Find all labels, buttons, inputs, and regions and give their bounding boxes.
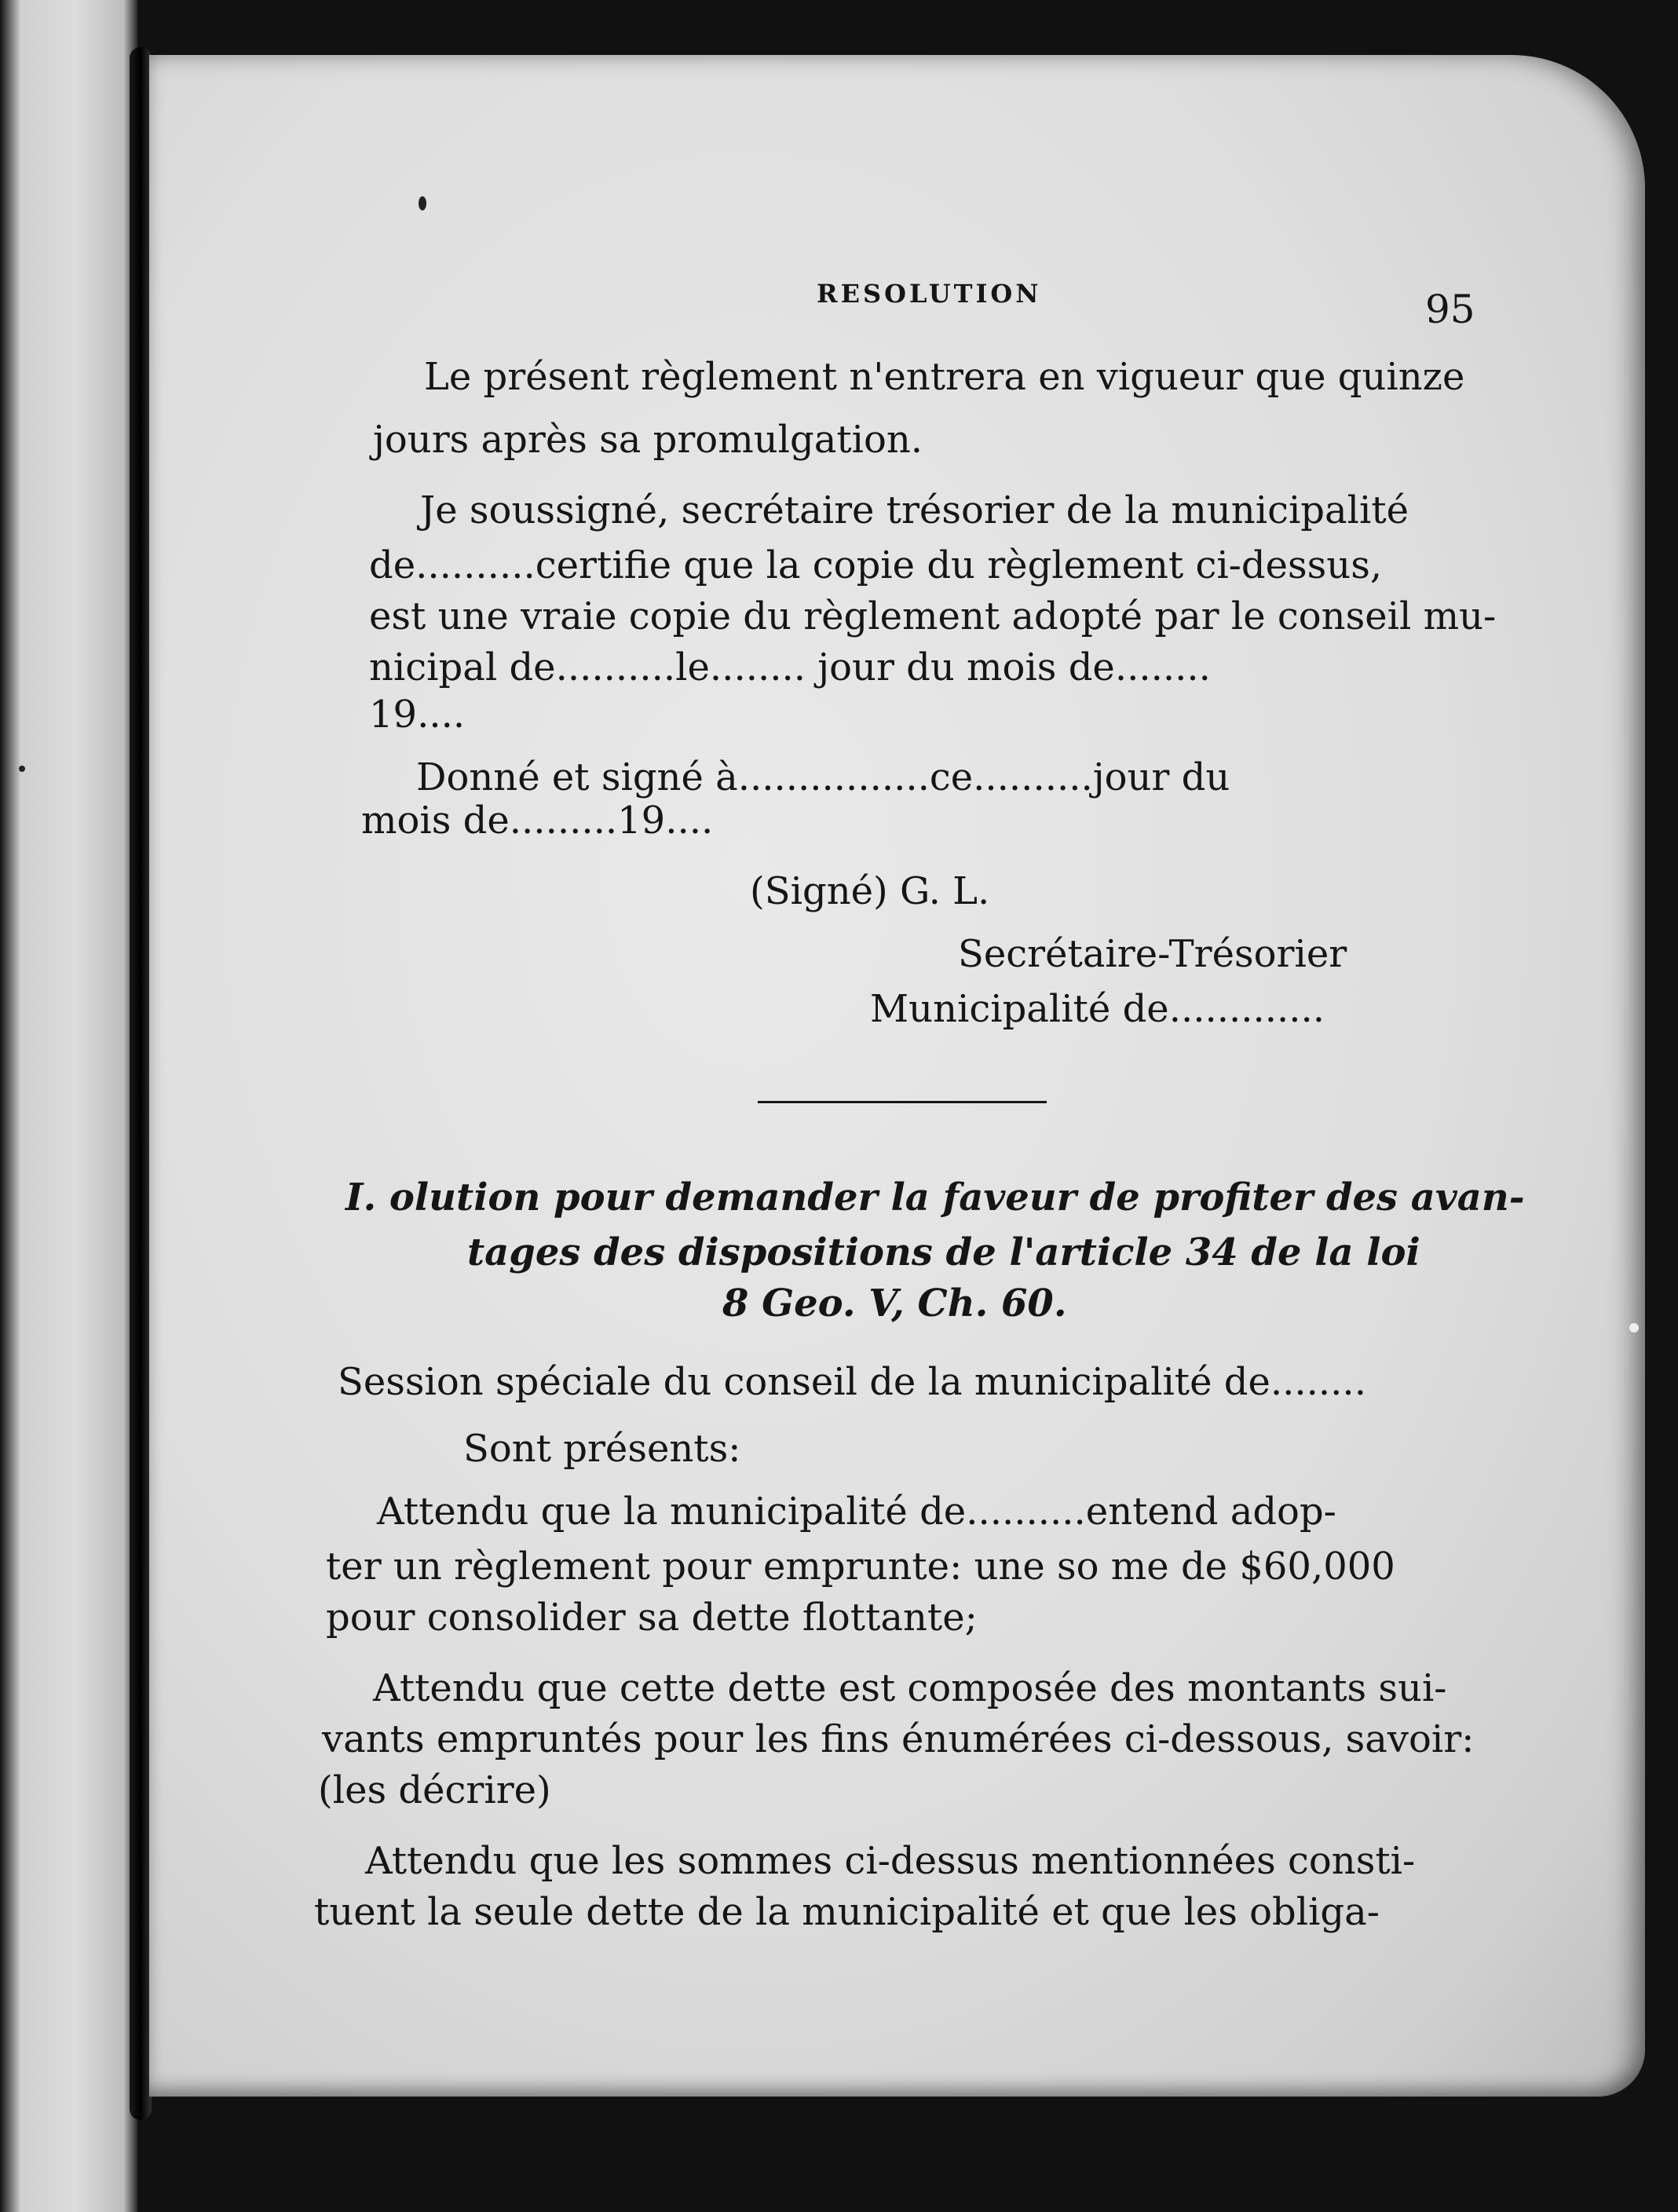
speck <box>19 766 25 772</box>
attendu-3-line-1: Attendu que les sommes ci-dessus mentionnées consti- <box>365 1839 1416 1883</box>
running-header: RESOLUTION <box>817 279 1042 309</box>
attendu-3-line-2: tuent la seule dette de la municipalité et que les obliga- <box>314 1890 1380 1934</box>
resolution-title-line-3: 8 Geo. V, Ch. 60. <box>722 1281 1067 1325</box>
section-divider <box>758 1101 1047 1103</box>
attendu-2-line-1: Attendu que cette dette est composée des montants sui- <box>373 1666 1447 1710</box>
speck <box>1629 1323 1639 1333</box>
p2-line-2: de..........certifie que la copie du règlement ci-dessus, <box>369 543 1383 587</box>
signature-line: (Signé) G. L. <box>750 869 990 913</box>
signature-municipality: Municipalité de............. <box>870 987 1325 1031</box>
speck <box>419 196 426 210</box>
left-page-edge <box>0 0 137 2212</box>
p3-line-2: mois de.........19.... <box>361 799 714 843</box>
attendu-2-line-2: vants empruntés pour les fins énumérées ci-dessous, savoir: <box>322 1717 1475 1761</box>
signature-title: Secrétaire-Trésorier <box>958 932 1347 976</box>
p3-line-1: Donné et signé à................ce..........jour du <box>416 755 1230 799</box>
p2-line-1: Je soussigné, secrétaire trésorier de la municipalité <box>420 488 1409 532</box>
attendu-1-line-3: pour consolider sa dette flottante; <box>326 1596 978 1640</box>
present-line: Sont présents: <box>463 1427 741 1471</box>
p1-line-2: jours après sa promulgation. <box>373 418 923 462</box>
p2-line-5: 19.... <box>369 693 466 737</box>
session-line: Session spéciale du conseil de la municipalité de........ <box>338 1360 1366 1404</box>
attendu-2-line-3: (les décrire) <box>318 1768 551 1812</box>
attendu-1-line-1: Attendu que la municipalité de..........entend adop- <box>377 1490 1336 1534</box>
book-gutter <box>130 47 152 2120</box>
p2-line-4: nicipal de..........le........ jour du mois de........ <box>369 645 1211 689</box>
attendu-1-line-2: ter un règlement pour emprunte: une so me de $60,000 <box>326 1545 1395 1589</box>
resolution-title-line-1: I. olution pour demander la faveur de profiter des avan- <box>345 1175 1525 1219</box>
resolution-title-line-2: tages des dispositions de l'article 34 de la loi <box>467 1230 1420 1274</box>
p1-line-1: Le présent règlement n'entrera en vigueur que quinze <box>424 355 1465 399</box>
p2-line-3: est une vraie copie du règlement adopté par le conseil mu- <box>369 594 1497 638</box>
page-number: 95 <box>1425 287 1475 332</box>
